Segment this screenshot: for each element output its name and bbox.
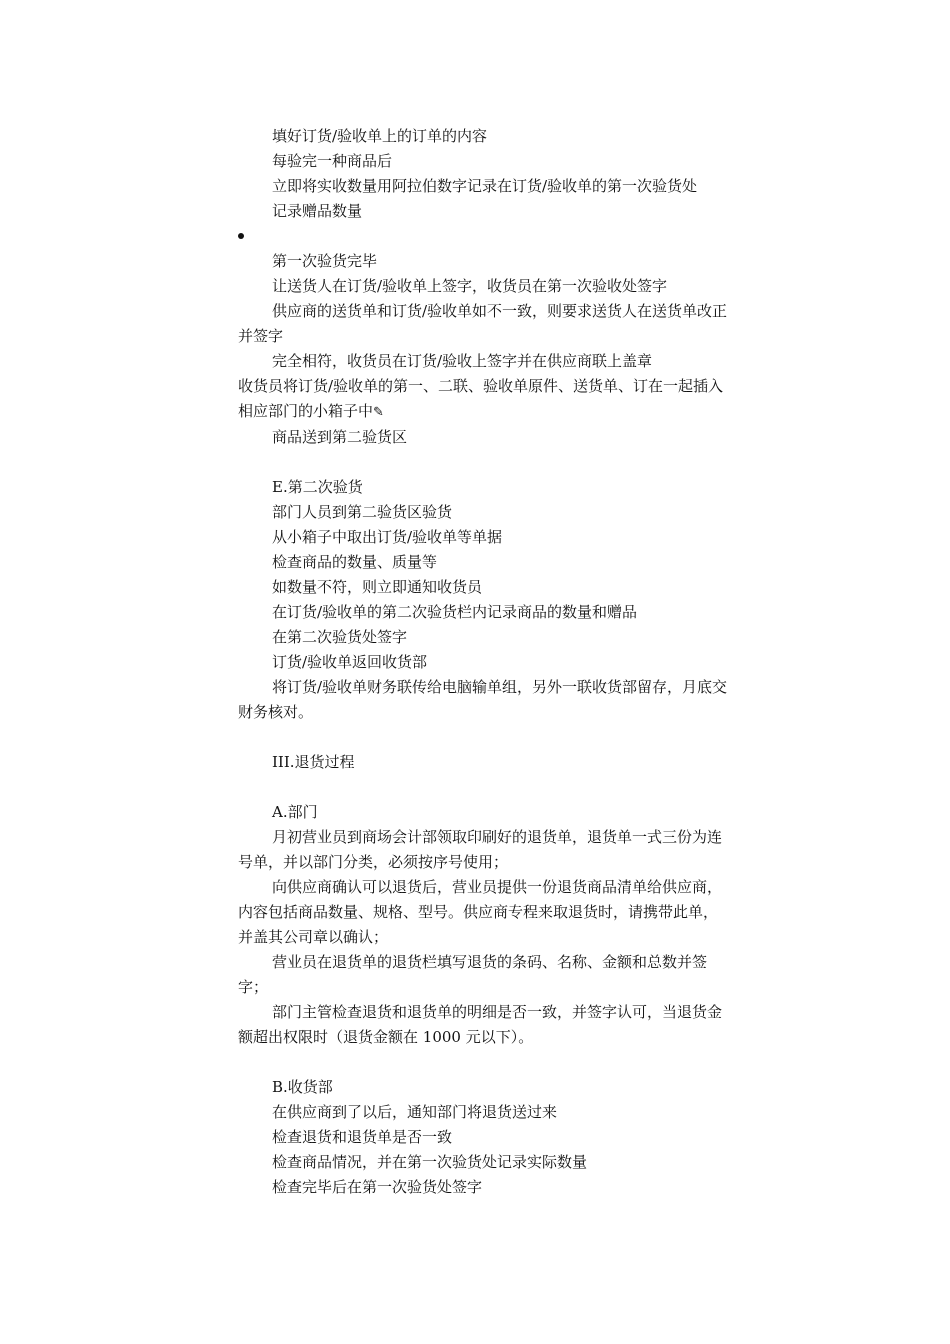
- spacer: [238, 1050, 728, 1075]
- spacer: [238, 775, 728, 800]
- document-body: [238, 124, 728, 1200]
- paragraph: 将订货/验收单财务联传给电脑输单组，另外一联收货部留存，月底交财务核对。: [238, 678, 728, 721]
- paragraph: 立即将实收数量用阿拉伯数字记录在订货/验收单的第一次验货处: [272, 177, 698, 195]
- paragraph: 营业员在退货单的退货栏填写退货的条码、名称、金额和总数并签字；: [238, 953, 708, 996]
- paragraph: 商品送到第二验货区: [272, 428, 408, 446]
- spacer: [238, 725, 728, 750]
- paragraph: 月初营业员到商场会计部领取印刷好的退货单，退货单一式三份为连号单，并以部门分类，必须按序号使用；: [238, 828, 723, 871]
- paragraph: 检查商品的数量、质量等: [272, 553, 438, 571]
- paragraph: 部门人员到第二验货区验货: [272, 503, 453, 521]
- paragraph: 部门主管检查退货和退货单的明细是否一致，并签字认可，当退货金额超出权限时（退货金额在 1000 元以下）。: [238, 1003, 723, 1046]
- paragraph: 供应商的送货单和订货/验收单如不一致，则要求送货人在送货单改正并签字: [238, 302, 728, 345]
- paragraph: 如数量不符，则立即通知收货员: [272, 578, 483, 596]
- paragraph: 让送货人在订货/验收单上签字，收货员在第一次验收处签字: [272, 277, 668, 295]
- paragraph: 订货/验收单返回收货部: [272, 653, 428, 671]
- paragraph: 在供应商到了以后，通知部门将退货送过来: [272, 1103, 558, 1121]
- paragraph: 从小箱子中取出订货/验收单等单据: [272, 528, 503, 546]
- paragraph: 在订货/验收单的第二次验货栏内记录商品的数量和赠品: [272, 603, 638, 621]
- paragraph: 检查退货和退货单是否一致: [272, 1128, 453, 1146]
- paragraph: 完全相符，收货员在订货/验收上签字并在供应商联上盖章: [272, 352, 653, 370]
- bullet-icon: [238, 233, 244, 239]
- paragraph: 向供应商确认可以退货后，营业员提供一份退货商品清单给供应商，内容包括商品数量、规格、型号。供应商专程来取退货时，请携带此单，并盖其公司章以确认；: [238, 878, 723, 946]
- paragraph: 每验完一种商品后: [272, 152, 393, 170]
- section-heading: III.退货过程: [272, 753, 355, 771]
- paragraph: 检查商品情况，并在第一次验货处记录实际数量: [272, 1153, 588, 1171]
- paperclip-icon: ✎: [373, 405, 384, 420]
- paragraph: 第一次验货完毕: [272, 252, 378, 270]
- paragraph: 在第二次验货处签字: [272, 628, 408, 646]
- paragraph: 填好订货/验收单上的订单的内容: [272, 127, 488, 145]
- paragraph: [238, 374, 728, 425]
- section-heading: B.收货部: [272, 1078, 333, 1096]
- paragraph: 检查完毕后在第一次验货处签字: [272, 1178, 483, 1196]
- bullet-item: [238, 224, 728, 249]
- section-heading: A.部门: [272, 803, 318, 821]
- section-heading: E.第二次验货: [272, 478, 363, 496]
- spacer: [238, 450, 728, 475]
- paragraph: 记录赠品数量: [272, 202, 363, 220]
- paragraph-text: 收货员将订货/验收单的第一、二联、验收单原件、送货单、订在一起插入相应部门的小箱子中: [238, 377, 724, 420]
